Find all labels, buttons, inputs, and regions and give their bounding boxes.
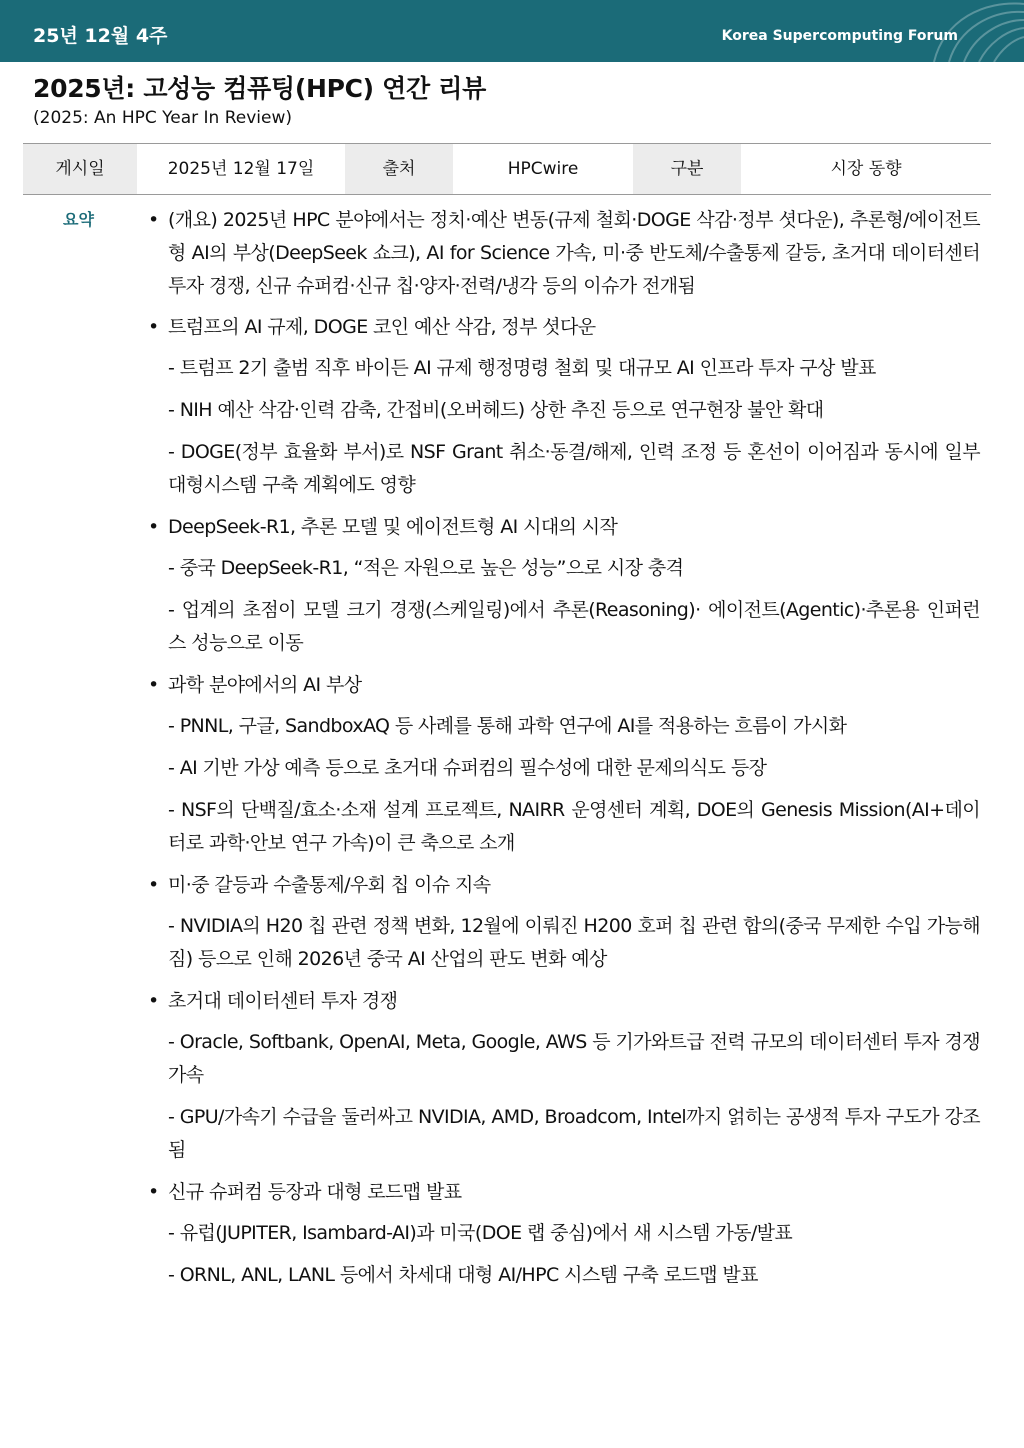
section-item: - 트럼프 2기 출범 직후 바이든 AI 규제 행정명령 철회 및 대규모 AI 인프라 투자 구상 발표 bbox=[168, 357, 876, 379]
header-wave-decoration bbox=[904, 0, 1024, 62]
date-label: 게시일 bbox=[23, 144, 137, 194]
section-item: - NSF의 단백질/효소·소재 설계 프로젝트, NAIRR 운영센터 계획, DOE의 Genesis Mission(AI+데이터로 과학·안보 연구 가속)이 큰 축으로 소개 bbox=[168, 799, 980, 854]
bullet-icon: • bbox=[148, 316, 159, 338]
section-heading-text: DeepSeek-R1, 추론 모델 및 에이전트형 AI 시대의 시작 bbox=[168, 516, 618, 538]
summary-content bbox=[148, 204, 980, 1301]
header-org: Korea Supercomputing Forum bbox=[721, 28, 958, 44]
section-heading-text: 미·중 갈등과 수출통제/우회 칩 이슈 지속 bbox=[168, 874, 491, 896]
meta-table bbox=[23, 143, 991, 195]
category-label: 구분 bbox=[633, 144, 741, 194]
bullet-icon: • bbox=[148, 209, 159, 231]
section-heading bbox=[148, 869, 980, 902]
section-item: - DOGE(정부 효율화 부서)로 NSF Grant 취소·동결/해제, 인력 조정 등 혼선이 이어짐과 동시에 일부 대형시스템 구축 계획에도 영향 bbox=[168, 441, 980, 496]
section-item: - 유럽(JUPITER, Isambard-AI)과 미국(DOE 랩 중심)에서 새 시스템 가동/발표 bbox=[168, 1222, 793, 1244]
section-item: - NIH 예산 삭감·인력 감축, 간접비(오버헤드) 상한 추진 등으로 연구현장 불안 확대 bbox=[168, 399, 824, 421]
section-item: - 업계의 초점이 모델 크기 경쟁(스케일링)에서 추론(Reasoning)· 에이전트(Agentic)·추론용 인퍼런스 성능으로 이동 bbox=[168, 599, 980, 654]
bullet-icon: • bbox=[148, 990, 159, 1012]
section-item: - AI 기반 가상 예측 등으로 초거대 슈퍼컴의 필수성에 대한 문제의식도 등장 bbox=[168, 757, 767, 779]
category-value: 시장 동향 bbox=[830, 159, 902, 179]
section-item: - Oracle, Softbank, OpenAI, Meta, Google, AWS 등 기가와트급 전력 규모의 데이터센터 투자 경쟁 가속 bbox=[168, 1031, 980, 1086]
page-subtitle: (2025: An HPC Year In Review) bbox=[33, 108, 293, 128]
bullet-icon: • bbox=[148, 1181, 159, 1203]
header-bar bbox=[0, 0, 1024, 62]
section-heading bbox=[148, 669, 980, 702]
section-item: - NVIDIA의 H20 칩 관련 정책 변화, 12월에 이뤄진 H200 호퍼 칩 관련 합의(중국 무제한 수입 가능해짐) 등으로 인해 2026년 중국 AI 산업의 판도 변화 예상 bbox=[168, 915, 980, 970]
bullet-icon: • bbox=[148, 874, 159, 896]
section-heading-text: 신규 슈퍼컴 등장과 대형 로드맵 발표 bbox=[168, 1181, 462, 1203]
bullet-intro bbox=[148, 204, 980, 303]
section-heading bbox=[148, 1176, 980, 1209]
intro-text: (개요) 2025년 HPC 분야에서는 정치·예산 변동(규제 철회·DOGE 삭감·정부 셧다운), 추론형/에이전트형 AI의 부상(DeepSeek 쇼크), AI for Science 가속, 미·중 반도체/수출통제 갈등, 초거대 데이터센터 투자 경쟁, 신규 슈퍼컴·신규 칩·양자·전력/냉각 등의 이슈가 전개됨 bbox=[168, 209, 980, 297]
page-title: 2025년: 고성능 컴퓨팅(HPC) 연간 리뷰 bbox=[33, 74, 486, 103]
source-value: HPCwire bbox=[507, 159, 579, 179]
date-value: 2025년 12월 17일 bbox=[167, 159, 315, 179]
section-item: - GPU/가속기 수급을 둘러싸고 NVIDIA, AMD, Broadcom, Intel까지 얽히는 공생적 투자 구도가 강조됨 bbox=[168, 1106, 980, 1161]
section-item: - PNNL, 구글, SandboxAQ 등 사례를 통해 과학 연구에 AI를 적용하는 흐름이 가시화 bbox=[168, 715, 847, 737]
bullet-icon: • bbox=[148, 516, 159, 538]
header-week: 25년 12월 4주 bbox=[33, 25, 168, 47]
section-item: - 중국 DeepSeek-R1, “적은 자원으로 높은 성능”으로 시장 충격 bbox=[168, 557, 684, 579]
section-heading bbox=[148, 985, 980, 1018]
section-item: - ORNL, ANL, LANL 등에서 차세대 대형 AI/HPC 시스템 구축 로드맵 발표 bbox=[168, 1264, 758, 1286]
bullet-icon: • bbox=[148, 674, 159, 696]
summary-label: 요약 bbox=[63, 210, 94, 229]
section-heading-text: 초거대 데이터센터 투자 경쟁 bbox=[168, 990, 398, 1012]
section-heading-text: 과학 분야에서의 AI 부상 bbox=[168, 674, 362, 696]
section-heading bbox=[148, 311, 980, 344]
source-label: 출처 bbox=[345, 144, 453, 194]
section-heading bbox=[148, 511, 980, 544]
section-heading-text: 트럼프의 AI 규제, DOGE 코인 예산 삭감, 정부 셧다운 bbox=[168, 316, 596, 338]
